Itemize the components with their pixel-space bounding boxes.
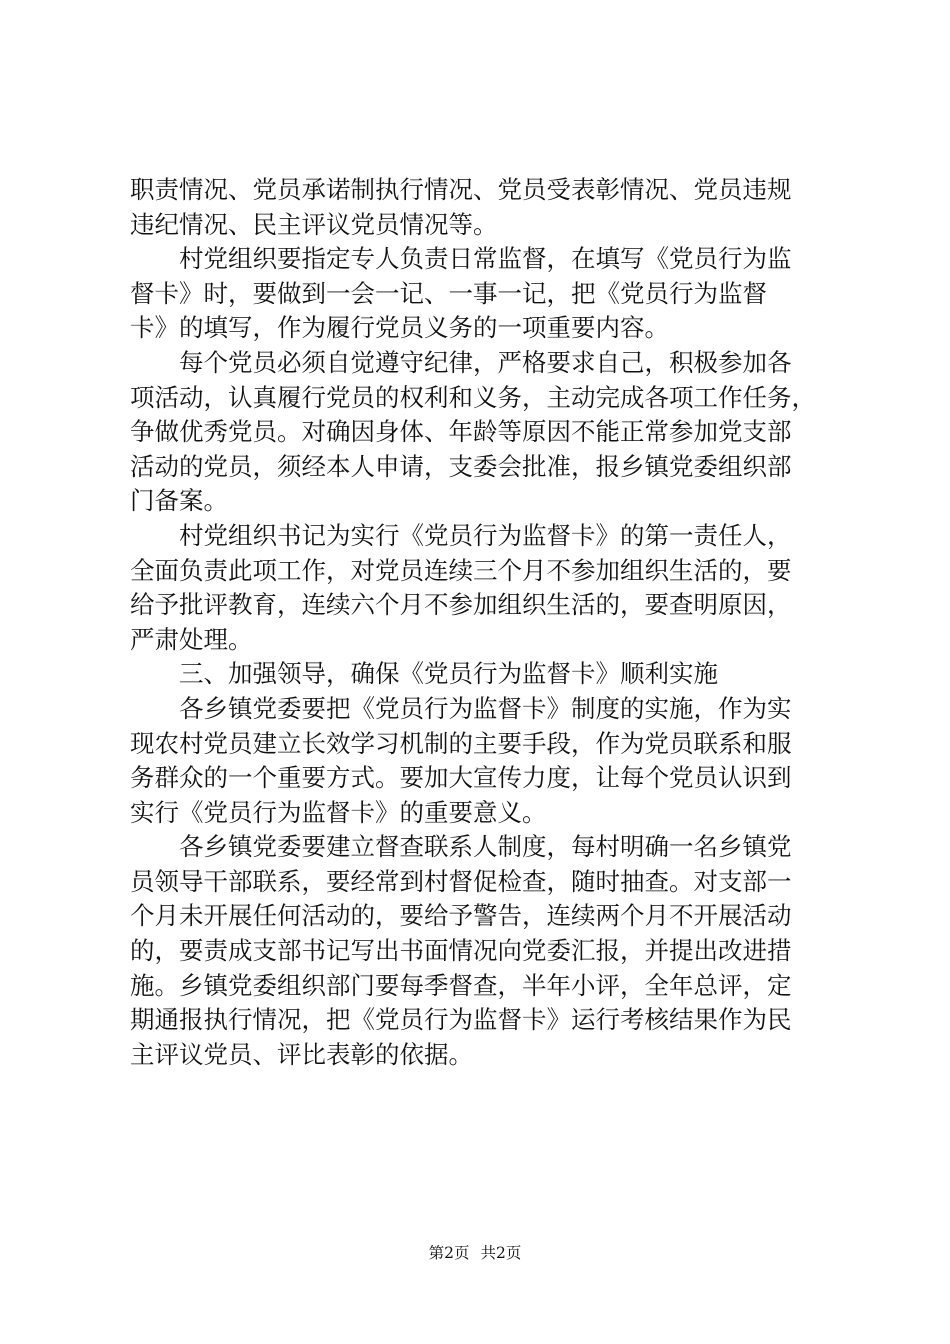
text-line: 职责情况、党员承诺制执行情况、党员受表彰情况、党员违规	[130, 175, 792, 204]
paragraph-first-line: 村党组织要指定专人负责日常监督，在填写《党员行为监	[179, 244, 792, 274]
paragraph-first-line: 各乡镇党委要建立督查联系人制度，每村明确一名乡镇党	[179, 832, 792, 862]
text-line: 个月未开展任何活动的，要给予警告，连续两个月不开展活动	[130, 901, 792, 931]
text-line: 项活动，认真履行党员的权利和义务，主动完成各项工作任务，	[130, 382, 816, 412]
text-line: 全面负责此项工作，对党员连续三个月不参加组织生活的，要	[130, 555, 792, 585]
text-line: 活动的党员，须经本人申请，支委会批准，报乡镇党委组织部	[130, 451, 792, 481]
text-line: 施。乡镇党委组织部门要每季督查，半年小评，全年总评，定	[130, 970, 792, 1000]
text-line: 员领导干部联系，要经常到村督促检查，随时抽查。对支部一	[130, 866, 792, 896]
text-line: 卡》的填写，作为履行党员义务的一项重要内容。	[130, 313, 669, 343]
text-line: 主评议党员、评比表彰的依据。	[130, 1039, 473, 1069]
document-body	[130, 173, 830, 1072]
page-total: 共2页	[480, 1244, 522, 1262]
page-footer	[0, 1243, 950, 1263]
text-line: 争做优秀党员。对确因身体、年龄等原因不能正常参加党支部	[130, 417, 792, 447]
text-line: 门备案。	[130, 486, 228, 516]
text-line: 的，要责成支部书记写出书面情况向党委汇报，并提出改进措	[130, 936, 792, 966]
section-heading: 三、加强领导，确保《党员行为监督卡》顺利实施	[179, 659, 718, 689]
text-line: 违纪情况、民主评议党员情况等。	[130, 209, 498, 239]
text-line: 现农村党员建立长效学习机制的主要手段，作为党员联系和服	[130, 728, 792, 758]
text-line: 督卡》时，要做到一会一记、一事一记，把《党员行为监督	[130, 278, 767, 308]
paragraph-first-line: 村党组织书记为实行《党员行为监督卡》的第一责任人，	[179, 520, 792, 550]
text-line: 期通报执行情况，把《党员行为监督卡》运行考核结果作为民	[130, 1005, 792, 1035]
text-line: 务群众的一个重要方式。要加大宣传力度，让每个党员认识到	[130, 763, 792, 793]
text-line: 给予批评教育，连续六个月不参加组织生活的，要查明原因，	[130, 590, 792, 620]
text-line: 严肃处理。	[130, 624, 253, 654]
paragraph-first-line: 每个党员必须自觉遵守纪律，严格要求自己，积极参加各	[179, 347, 792, 377]
text-line: 实行《党员行为监督卡》的重要意义。	[130, 797, 547, 827]
paragraph-first-line: 各乡镇党委要把《党员行为监督卡》制度的实施，作为实	[179, 693, 792, 723]
page-number: 第2页	[428, 1244, 470, 1262]
